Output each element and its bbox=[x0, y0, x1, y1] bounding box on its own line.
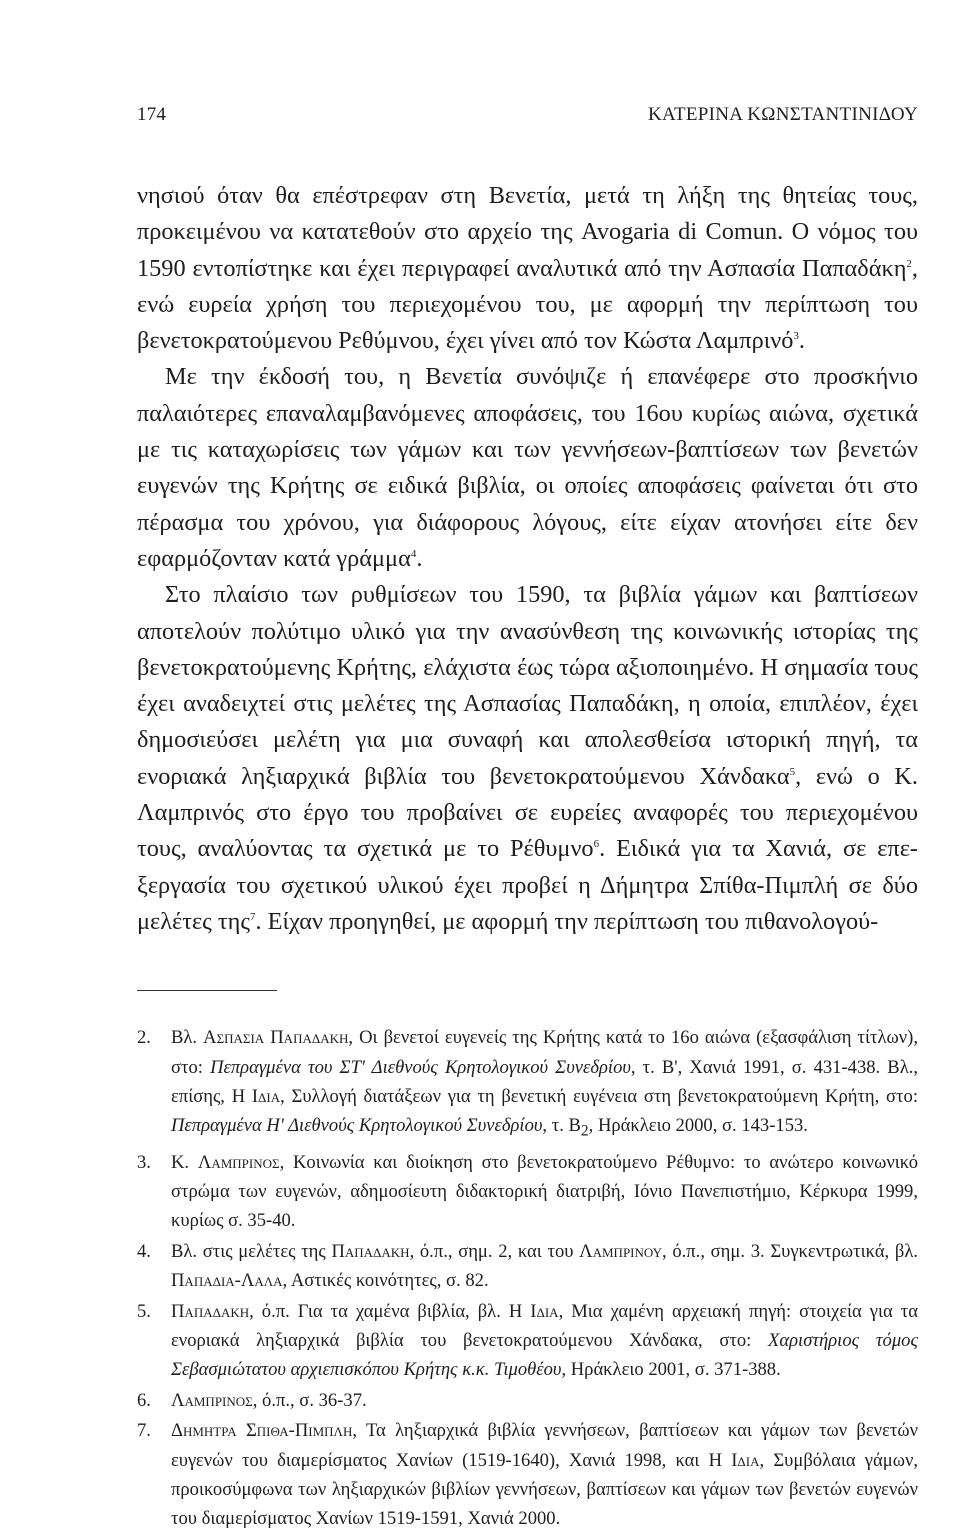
text-run: , Ηράκλειο 2001, σ. 371-388. bbox=[561, 1359, 781, 1381]
text-run: . Είχαν προηγηθεί, με αφορμή την περίπτωση του πιθανολογού- bbox=[255, 907, 879, 935]
footnote-text bbox=[171, 1237, 918, 1296]
running-head-author: ΚΑΤΕΡΙΝΑ ΚΩΝΣΤΑΝΤΙΝΙΔΟΥ bbox=[647, 104, 918, 125]
footnote-6 bbox=[137, 1386, 918, 1415]
footnotes bbox=[137, 1023, 918, 1534]
volume-subscript: 2 bbox=[580, 1123, 589, 1141]
publication-title: Πεπραγμένα του ΣΤ' Διεθνούς Κρητολογικού Συνεδρίου bbox=[210, 1056, 631, 1078]
author-name: Παπαδακη bbox=[331, 1240, 410, 1262]
footnote-number: 4. bbox=[137, 1240, 151, 1262]
footnote-number: 3. bbox=[137, 1151, 151, 1173]
author-name: Η Ιδια bbox=[508, 1300, 559, 1322]
text-run: , Μια χαμένη αρχειακή πηγή: στοιχεία για τα ενοριακά ληξιαρχικά βιβλία του βενετοκρατούμενου Χάνδακα, στο: bbox=[171, 1300, 918, 1352]
author-name: Η Ιδια bbox=[708, 1449, 760, 1471]
text-run: Κ. bbox=[171, 1151, 198, 1173]
text-run: . bbox=[416, 544, 423, 572]
footnote-ref-2: 2 bbox=[906, 257, 912, 270]
footnote-text bbox=[171, 1297, 918, 1385]
text-run: Βλ. bbox=[171, 1027, 204, 1049]
footnote-number: 6. bbox=[137, 1389, 151, 1411]
text-run: , ό.π. Για τα χαμένα βιβλία, βλ. bbox=[249, 1300, 509, 1322]
author-name: Λαμπρινος bbox=[197, 1151, 280, 1173]
footnote-text bbox=[171, 1386, 918, 1415]
footnote-ref-6: 6 bbox=[593, 838, 600, 851]
footnote-3 bbox=[137, 1148, 918, 1236]
publication-title: Χαριστήριος τόμος Σεβασμιώτατου αρχιεπισκόπου Κρήτης κ.κ. Τιμοθέου bbox=[171, 1330, 918, 1381]
text-run: , Συλλογή διατάξεων για τη βενετική ευγένεια στη βενετοκρατούμενη Κρήτη, στο: bbox=[280, 1086, 918, 1108]
paragraph-2 bbox=[137, 359, 918, 577]
running-header bbox=[137, 104, 918, 134]
text-run: , τ. Β bbox=[542, 1115, 581, 1137]
footnote-ref-4: 4 bbox=[410, 547, 417, 560]
author-name: Η Ιδια bbox=[231, 1086, 281, 1108]
text-run: , Οι βενετοί ευγενείς της Κρήτης κατά το 16ο αιώνα (εξασφάλιση τίτλων), στο: bbox=[171, 1027, 918, 1078]
text-run: νησιού όταν θα επέστρεφαν στη Βενετία, μετά τη λήξη της θητείας τους, προκειμένου να κατατεθούν στο αρχείο της Avogaria di Comun. Ο νόμος του 1590 εντοπίστηκε και έχει περιγραφεί αναλυτικά από την Ασπασία Παπαδάκη bbox=[137, 182, 918, 282]
author-name: Παπαδια-Λαλα bbox=[171, 1270, 283, 1292]
footnote-number: 5. bbox=[137, 1300, 151, 1322]
author-name: Παπαδακη bbox=[171, 1300, 250, 1322]
text-run: Βλ. στις μελέτες της bbox=[171, 1240, 332, 1262]
paragraph-1 bbox=[137, 178, 918, 359]
footnote-4 bbox=[137, 1237, 918, 1296]
text-run: , Αστικές κοινότητες, σ. 82. bbox=[282, 1270, 489, 1292]
text-run: Στο πλαίσιο των ρυθμίσεων του 1590, τα βιβλία γάμων και βαπτίσεων αποτελούν πολύτιμο υλικό για την ανασύνθεση της κοινωνικής ιστορίας της βενετοκρατούμενης Κρήτης, ελάχιστα έως τώρα αξιοποιημένο. Η σημασία τους έχει αναδειχτεί στις μελέτες της Ασπασίας Παπαδάκη, η οποία, επιπλέον, έχει δημοσιεύσει μελέτη για μια συναφή και απολεσθείσα ιστορική πηγή, τα ενοριακά ληξιαρχικά βιβλία του βενετοκρατούμενου Χάνδακα bbox=[137, 581, 918, 790]
footnote-5 bbox=[137, 1297, 918, 1385]
footnote-text bbox=[171, 1148, 918, 1236]
text-run: , τ. Β', Χανιά 1991, σ. 431-438. Βλ., επίσης, bbox=[171, 1056, 919, 1108]
footnote-ref-3: 3 bbox=[793, 330, 799, 343]
footnote-ref-5: 5 bbox=[789, 765, 796, 778]
author-name: Δημητρα Σπιθα-Πιμπλη bbox=[171, 1420, 353, 1442]
author-name: Λαμπρινου bbox=[579, 1240, 663, 1262]
text-run: , ενώ ο Κ. Λαμπρινός στο έργο του προβαίνει σε ευρείες αναφορές του περιεχομένου τους, αναλύοντας τα σχετικά με το Ρέθυμνο bbox=[137, 762, 918, 863]
footnote-text bbox=[171, 1416, 918, 1534]
footnote-2 bbox=[137, 1023, 918, 1146]
author-name: Ασπασια Παπαδακη bbox=[203, 1027, 349, 1049]
footnote-number: 7. bbox=[137, 1420, 151, 1442]
text-run: , Συμβόλαια γάμων, προικοσύμφωνα των ληξιαρχικών βιβλίων γεννήσεων, βαπτίσεων και γάμων των βενετών ευγενών του διαμερίσματος Χανίων 1519-1591, Χανιά 2000. bbox=[171, 1449, 918, 1530]
author-name: Λαμπρινος bbox=[171, 1389, 253, 1411]
text-run: Με την έκδοσή του, η Βενετία συνόψιζε ή επανέφερε στο προσκήνιο παλαιότερες επαναλαμβανόμενες αποφάσεις, του 16ου κυρίως αιώνα, σχετικά με τις καταχωρίσεις των γάμων και των γεννήσεων-βαπτίσεων των βενετών ευγενών της Κρήτης σε ειδικά βιβλία, οι οποίες αποφάσεις φαίνεται ότι στο πέρασμα του χρόνου, για διάφορους λόγους, είτε είχαν ατονήσει είτε δεν εφαρμόζονταν κατά γράμμα bbox=[137, 363, 918, 572]
text-run: . Ειδικά για τα Χανιά, σε επεξεργασία του σχετικού υλικού έχει προβεί η Δήμητρα Σπίθα-Πιμπλή σε δύο μελέτες της bbox=[137, 835, 918, 935]
footnote-7 bbox=[137, 1416, 918, 1534]
main-text bbox=[137, 178, 918, 940]
text-run: . bbox=[798, 327, 805, 355]
text-run: , ό.π., σ. 36-37. bbox=[252, 1389, 367, 1411]
text-run: , Τα ληξιαρχικά βιβλία γεννήσεων, βαπτίσεων και γάμων των βενετών ευγενών του διαμερίσματος Χανίων (1519-1640), Χανιά 1998, και bbox=[171, 1420, 918, 1471]
footnote-number: 2. bbox=[137, 1027, 151, 1049]
text-run: , ό.π., σημ. 3. Συγκεντρωτικά, βλ. bbox=[662, 1240, 919, 1262]
footnote-ref-7: 7 bbox=[249, 910, 256, 923]
text-run: , ό.π., σημ. 2, και του bbox=[409, 1240, 580, 1262]
text-run: , Ηράκλειο 2000, σ. 143-153. bbox=[588, 1115, 808, 1137]
page-number: 174 bbox=[137, 104, 167, 125]
footnote-text bbox=[171, 1023, 918, 1146]
footnote-divider bbox=[137, 990, 277, 991]
publication-title: Πεπραγμένα Η' Διεθνούς Κρητολογικού Συνεδρίου bbox=[171, 1115, 543, 1137]
text-run: , ενώ ευρεία χρήση του περιεχομένου του, με αφορμή την περίπτωση του βενετοκρατούμενου Ρεθύμνου, έχει γίνει από τον Κώστα Λαμπρινό bbox=[137, 254, 918, 355]
text-run: , Κοινωνία και διοίκηση στο βενετοκρατούμενο Ρέθυμνο: το ανώτερο κοινωνικό στρώμα των ευγενών, αδημοσίευτη διδακτορική διατριβή, Ιόνιο Πανεπιστήμιο, Κέρκυρα 1999, κυρίως σ. 35-40. bbox=[171, 1151, 918, 1232]
paragraph-3 bbox=[137, 577, 918, 940]
